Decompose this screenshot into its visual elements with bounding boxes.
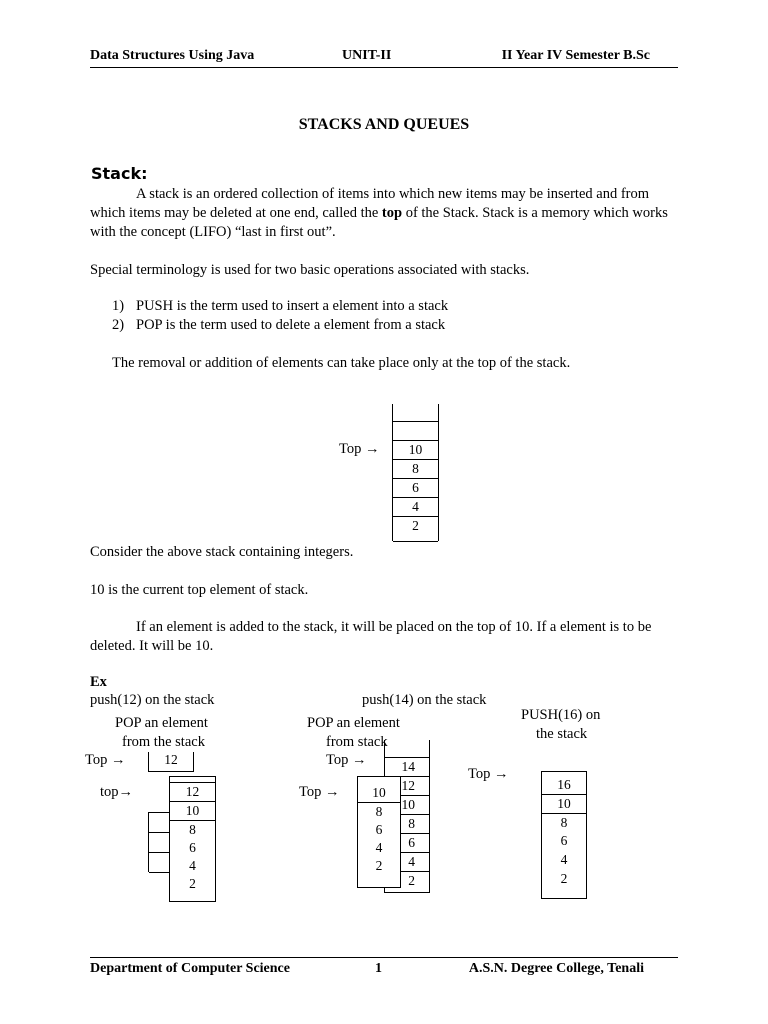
example1-popped-box xyxy=(148,752,194,772)
page-footer xyxy=(90,957,678,978)
page-title: STACKS AND QUEUES xyxy=(298,116,470,133)
stack-empty-cell xyxy=(393,421,438,440)
example1-top-label-2: top→ xyxy=(100,784,134,800)
stack-cell: 4 xyxy=(189,858,196,873)
divider xyxy=(149,872,170,873)
stack-cell: 10 xyxy=(393,440,438,459)
footer-department: Department of Computer Science xyxy=(90,961,290,976)
example1-stack xyxy=(169,776,216,902)
stack-definition-paragraph xyxy=(90,185,678,242)
stack-cell: 6 xyxy=(393,478,438,497)
example2-push-label: push(14) on the stack xyxy=(362,692,487,708)
example1-pop-line1: POP an element xyxy=(115,715,208,731)
terminology-paragraph: Special terminology is used for two basic operations associated with stacks. xyxy=(90,262,530,278)
example1-top-label: Top → xyxy=(85,752,126,768)
example2-front-stack xyxy=(357,776,401,888)
list-number: 2) xyxy=(112,317,125,333)
stack-cell: 2 xyxy=(560,871,568,886)
section-heading-stack: Stack: xyxy=(91,164,148,183)
stack-cell: 14 xyxy=(385,757,429,776)
example3-push-line2: the stack xyxy=(536,726,588,742)
stack-cell: 10 xyxy=(542,794,586,813)
current-top-paragraph: 10 is the current top element of stack. xyxy=(90,582,309,598)
stack-cell: 16 xyxy=(557,777,571,792)
stack-cell: 8 xyxy=(358,802,400,821)
list-item xyxy=(112,317,445,334)
consider-paragraph: Consider the above stack containing integers. xyxy=(90,544,354,560)
example1-pop-line2: from the stack xyxy=(122,734,205,750)
page-header xyxy=(90,47,678,68)
stack-cell: 12 xyxy=(385,776,429,795)
definition-text-1: A stack is an ordered collection of items into which new items may be inserted and from which items may be deleted at one end, called the xyxy=(90,186,650,221)
example3-stack xyxy=(541,771,587,899)
definition-bold-top: top xyxy=(381,205,403,221)
divider xyxy=(149,771,193,772)
stack-cell: 10 xyxy=(385,795,429,814)
example3-push-line1: PUSH(16) on xyxy=(521,707,601,723)
main-stack-top-label: Top → xyxy=(339,441,380,457)
list-text: PUSH is the term used to insert a element into a stack xyxy=(136,298,449,314)
example3-top-label: Top → xyxy=(468,766,509,782)
main-stack-diagram xyxy=(392,404,439,541)
popped-value: 12 xyxy=(164,752,178,767)
header-course: Data Structures Using Java xyxy=(90,48,255,63)
list-item xyxy=(112,298,448,315)
stack-cell: 2 xyxy=(393,516,438,542)
footer-college: A.S.N. Degree College, Tenali xyxy=(468,961,644,976)
stack-cell: 2 xyxy=(375,858,383,873)
list-text: POP is the term used to delete a element from a stack xyxy=(136,317,446,333)
stack-cell: 6 xyxy=(189,840,196,855)
header-unit: UNIT-II xyxy=(342,48,392,63)
example2-pop-line2: from stack xyxy=(326,734,388,750)
removal-paragraph: The removal or addition of elements can take place only at the top of the stack. xyxy=(112,355,571,371)
divider xyxy=(149,812,170,813)
stack-cell: 8 xyxy=(542,813,586,832)
stack-cell: 8 xyxy=(385,814,429,833)
stack-cell: 6 xyxy=(385,833,429,852)
example2-top-label-2: Top → xyxy=(299,784,340,800)
stack-cell: 4 xyxy=(375,840,383,855)
stack-cell: 10 xyxy=(372,785,386,800)
stack-cell: 12 xyxy=(170,782,215,801)
footer-page-number: 1 xyxy=(375,961,382,976)
example2-top-label: Top → xyxy=(326,752,367,768)
stack-cell: 4 xyxy=(560,852,568,867)
header-semester: II Year IV Semester B.Sc xyxy=(501,48,650,63)
stack-cell: 6 xyxy=(375,822,383,837)
definition-text-2: of the Stack. Stack is a memory which works with the concept (LIFO) “last in first out”. xyxy=(90,205,668,240)
add-delete-paragraph: If an element is added to the stack, it will be placed on the top of 10. If a element is to be deleted. It will be 10. xyxy=(90,619,652,654)
stack-cell: 4 xyxy=(393,497,438,516)
example1-back-outline xyxy=(148,812,170,872)
stack-cell: 8 xyxy=(170,820,215,839)
example-label: Ex xyxy=(90,674,107,690)
stack-cell: 6 xyxy=(560,833,568,848)
stack-cell: 8 xyxy=(393,459,438,478)
example2-pop-line1: POP an element xyxy=(307,715,400,731)
example1-push-label: push(12) on the stack xyxy=(90,692,215,708)
divider xyxy=(149,832,170,833)
stack-cell: 4 xyxy=(385,852,429,871)
list-number: 1) xyxy=(112,298,125,314)
stack-cell: 10 xyxy=(170,801,215,820)
stack-cell: 2 xyxy=(189,876,196,891)
stack-cell: 2 xyxy=(385,871,429,890)
divider xyxy=(149,852,170,853)
